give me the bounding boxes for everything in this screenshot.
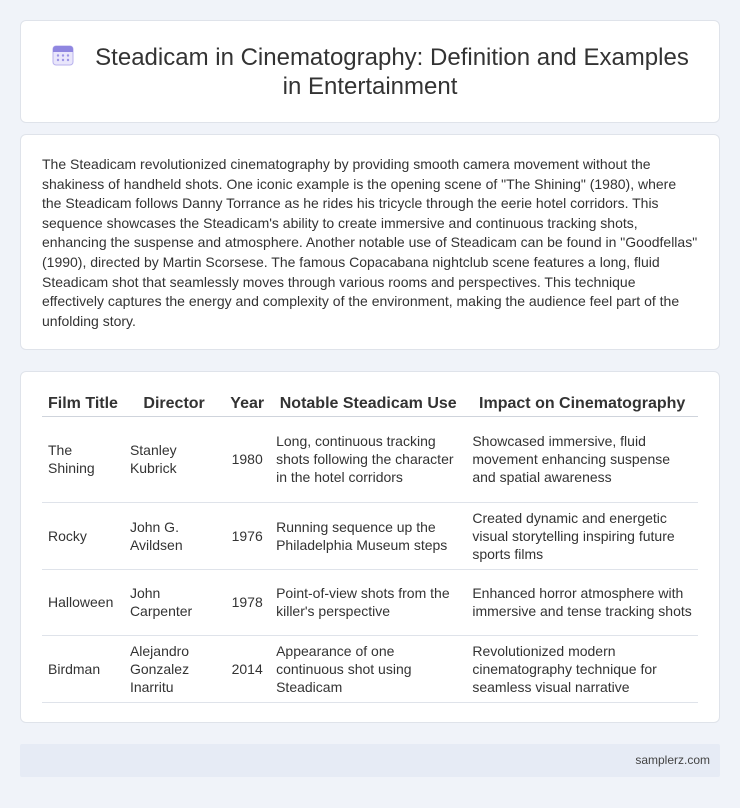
cell-film-title: Birdman xyxy=(42,635,124,702)
header-director: Director xyxy=(124,393,224,416)
cell-year: 1978 xyxy=(224,569,270,635)
header-notable-use: Notable Steadicam Use xyxy=(270,393,466,416)
cell-impact: Showcased immersive, fluid movement enhancing suspense and spatial awareness xyxy=(466,416,698,502)
cell-film-title: The Shining xyxy=(42,416,124,502)
cell-film-title: Halloween xyxy=(42,569,124,635)
cell-year: 1980 xyxy=(224,416,270,502)
page-title-container xyxy=(21,43,719,101)
cell-director: Stanley Kubrick xyxy=(124,416,224,502)
header-film-title: Film Title xyxy=(42,393,124,416)
films-table xyxy=(42,393,698,703)
footer-site-link[interactable]: samplerz.com xyxy=(635,753,710,767)
intro-card xyxy=(20,134,720,350)
cell-impact: Created dynamic and energetic visual storytelling inspiring future sports films xyxy=(466,502,698,569)
cell-impact: Enhanced horror atmosphere with immersive and tense tracking shots xyxy=(466,569,698,635)
table-card xyxy=(20,371,720,723)
cell-director: Alejandro Gonzalez Inarritu xyxy=(124,635,224,702)
cell-director: John Carpenter xyxy=(124,569,224,635)
cell-film-title: Rocky xyxy=(42,502,124,569)
cell-notable-use: Appearance of one continuous shot using Steadicam xyxy=(270,635,466,702)
cell-notable-use: Point-of-view shots from the killer's perspective xyxy=(270,569,466,635)
table-row xyxy=(42,569,698,635)
cell-year: 2014 xyxy=(224,635,270,702)
header-impact: Impact on Cinematography xyxy=(466,393,698,416)
calendar-icon xyxy=(51,43,75,67)
footer xyxy=(20,744,720,777)
intro-paragraph: The Steadicam revolutionized cinematography by providing smooth camera movement without the shakiness of handheld shots. One iconic example is the opening scene of "The Shining" (1980), where the Steadicam follows Danny Torrance as he rides his tricycle through the eerie hotel corridors. This sequence showcases the Steadicam's ability to create immersive and continuous tracking shots, enhancing the suspense and atmosphere. Another notable use of Steadicam can be found in "Goodfellas" (1990), directed by Martin Scorsese. The famous Copacabana nightclub scene features a long, fluid Steadicam shot that seamlessly moves through various rooms and perspectives. This technique effectively captures the energy and complexity of the environment, making the audience feel part of the unfolding story. xyxy=(42,156,698,329)
cell-notable-use: Long, continuous tracking shots following the character in the hotel corridors xyxy=(270,416,466,502)
title-card xyxy=(20,20,720,123)
table-row xyxy=(42,502,698,569)
cell-impact: Revolutionized modern cinematography technique for seamless visual narrative xyxy=(466,635,698,702)
cell-year: 1976 xyxy=(224,502,270,569)
table-row xyxy=(42,635,698,702)
cell-notable-use: Running sequence up the Philadelphia Museum steps xyxy=(270,502,466,569)
table-header-row xyxy=(42,393,698,416)
table-row xyxy=(42,416,698,502)
cell-director: John G. Avildsen xyxy=(124,502,224,569)
header-year: Year xyxy=(224,393,270,416)
page-title: Steadicam in Cinematography: Definition and Examples in Entertainment xyxy=(95,44,689,100)
